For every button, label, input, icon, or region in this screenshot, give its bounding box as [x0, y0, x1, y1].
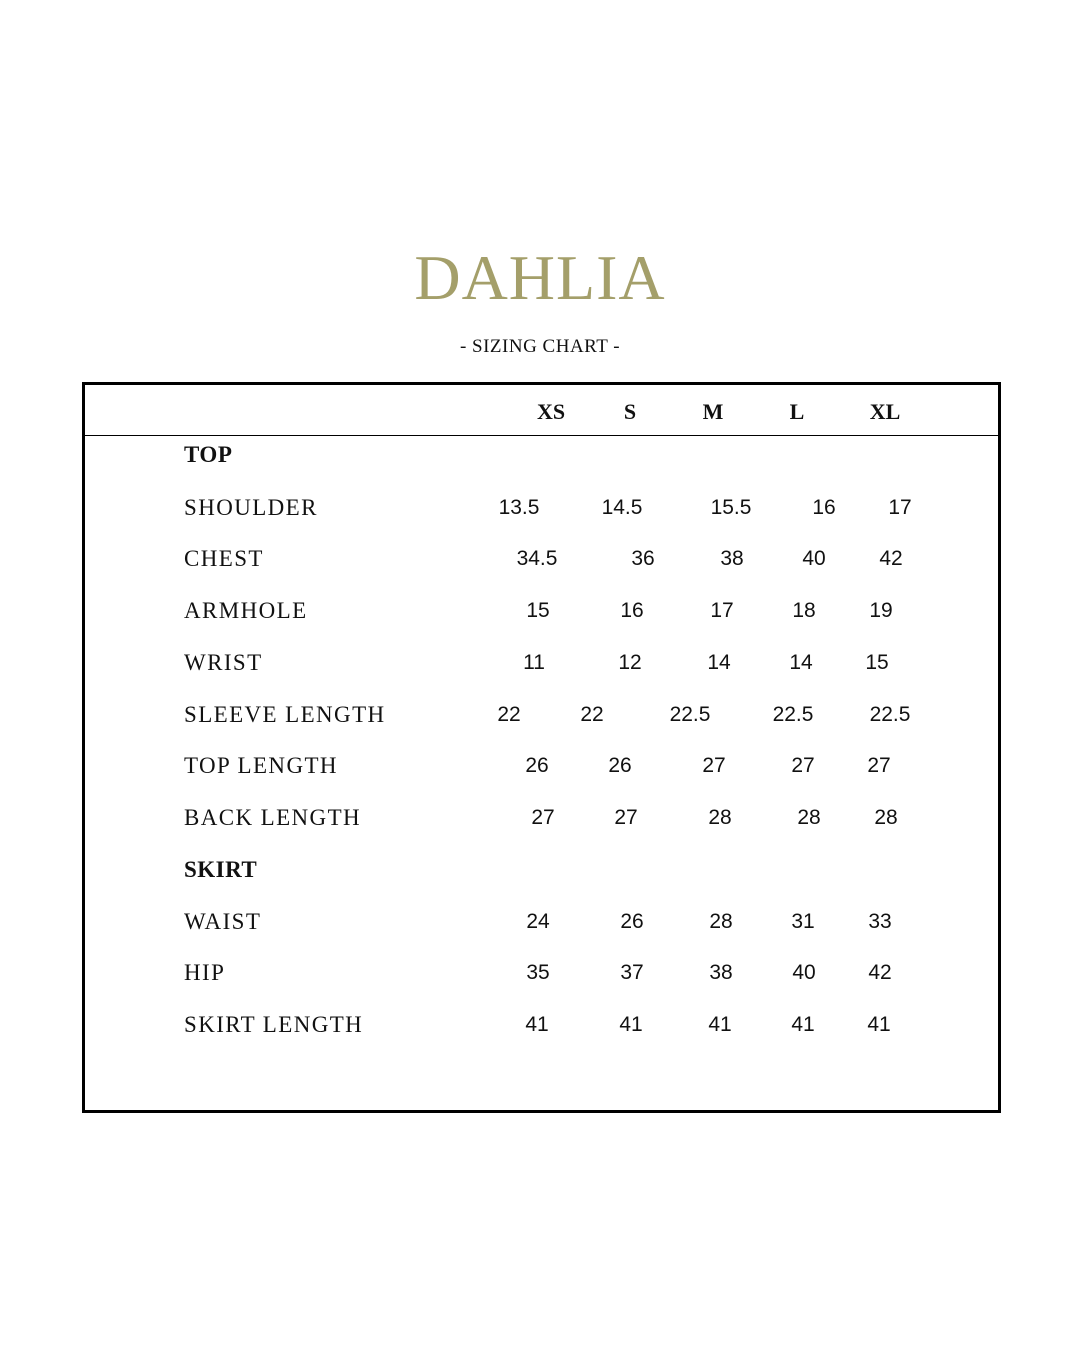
size-header-s: S: [623, 399, 637, 424]
measure-value: 22: [497, 703, 521, 726]
measure-label-chest: CHEST: [184, 546, 264, 571]
measure-label-wrist: WRIST: [184, 650, 263, 675]
measure-value: 28: [708, 806, 732, 829]
measure-value: 26: [525, 754, 549, 777]
measure-value: 41: [619, 1013, 643, 1036]
measure-value: 27: [867, 754, 891, 777]
measure-value: 19: [869, 599, 893, 622]
section-label-skirt: SKIRT: [184, 857, 258, 882]
size-header-l: L: [789, 399, 805, 424]
measure-value: 41: [525, 1013, 549, 1036]
measure-value: 28: [709, 910, 733, 933]
brand-title: DAHLIA: [414, 242, 666, 313]
measure-value: 27: [531, 806, 555, 829]
measure-value: 42: [868, 961, 892, 984]
measure-value: 31: [791, 910, 815, 933]
measure-value: 22.5: [772, 703, 814, 726]
measure-value: 11: [523, 651, 545, 674]
measure-value: 22.5: [669, 703, 711, 726]
measure-value: 16: [620, 599, 644, 622]
measure-value: 35: [526, 961, 550, 984]
measure-value: 17: [710, 599, 734, 622]
measure-value: 27: [614, 806, 638, 829]
measure-value: 38: [720, 547, 744, 570]
size-header-xl: XL: [869, 399, 901, 424]
size-header-m: M: [702, 399, 724, 424]
measure-value: 18: [792, 599, 816, 622]
measure-value: 28: [874, 806, 898, 829]
measure-value: 26: [608, 754, 632, 777]
measure-value: 14.5: [601, 496, 643, 519]
measure-value: 14: [789, 651, 813, 674]
measure-value: 17: [888, 496, 912, 519]
size-header-xs: XS: [536, 399, 566, 424]
measure-value: 22: [580, 703, 604, 726]
measure-label-armhole: ARMHOLE: [184, 598, 308, 623]
measure-value: 15: [865, 651, 889, 674]
chart-subtitle: - SIZING CHART -: [459, 336, 621, 357]
measure-value: 28: [797, 806, 821, 829]
measure-value: 22.5: [869, 703, 911, 726]
measure-value: 15.5: [710, 496, 752, 519]
measure-label-skirt-length: SKIRT LENGTH: [184, 1012, 364, 1037]
measure-value: 41: [791, 1013, 815, 1036]
measure-value: 40: [802, 547, 826, 570]
measure-value: 36: [631, 547, 655, 570]
measure-value: 41: [867, 1013, 891, 1036]
section-label-top: TOP: [184, 442, 233, 467]
measure-value: 34.5: [516, 547, 558, 570]
measure-value: 12: [618, 651, 642, 674]
sizing-table: [82, 382, 1001, 1113]
measure-value: 15: [526, 599, 550, 622]
measure-label-hip: HIP: [184, 960, 226, 985]
measure-value: 37: [620, 961, 644, 984]
measure-value: 26: [620, 910, 644, 933]
measure-label-waist: WAIST: [184, 909, 262, 934]
measure-label-back-length: BACK LENGTH: [184, 805, 362, 830]
measure-label-top-length: TOP LENGTH: [184, 753, 338, 778]
measure-value: 40: [792, 961, 816, 984]
header-divider: [85, 435, 998, 436]
measure-value: 27: [791, 754, 815, 777]
measure-value: 14: [707, 651, 731, 674]
measure-value: 41: [708, 1013, 732, 1036]
measure-value: 38: [709, 961, 733, 984]
measure-label-shoulder: SHOULDER: [184, 495, 318, 520]
measure-value: 42: [879, 547, 903, 570]
measure-value: 13.5: [498, 496, 540, 519]
measure-value: 24: [526, 910, 550, 933]
measure-value: 16: [812, 496, 836, 519]
measure-value: 33: [868, 910, 892, 933]
measure-label-sleeve-length: SLEEVE LENGTH: [184, 702, 386, 727]
measure-value: 27: [702, 754, 726, 777]
